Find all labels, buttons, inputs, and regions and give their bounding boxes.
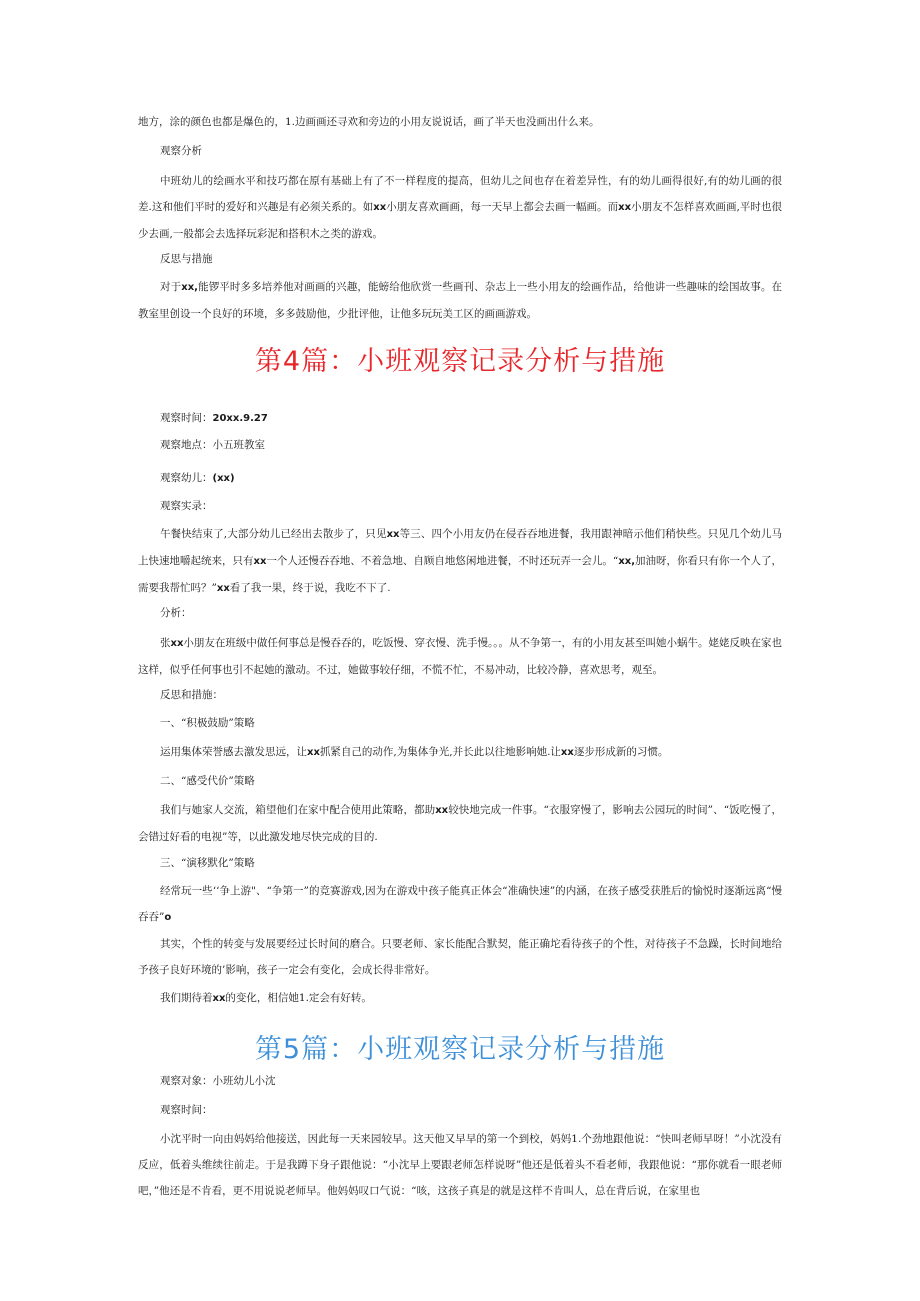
- strategy-3-body: [138, 878, 782, 931]
- paragraph-analysis: [138, 168, 782, 247]
- name-placeholder: xx: [618, 202, 632, 213]
- text: 三、“演移默化”策略: [160, 857, 255, 869]
- section-4-title: 第4篇：小班观察记录分析与措施: [254, 346, 666, 377]
- paragraph-reflection: [138, 274, 782, 327]
- text: 午餐快结束了,大部分幼儿已经出去散步了，只见: [160, 528, 387, 540]
- text: 一个人还慢吞吞地、不着急地、自顾自地悠闲地进餐，不时还玩弄一会儿。“: [266, 555, 619, 567]
- paragraph-analysis-4: [138, 630, 782, 683]
- text: 等三、四个小用友仍在侵吞吞地进餐，我用跟神暗示他们稍快些。只见几个幼儿马上快速地嚼起统来，只有: [138, 528, 782, 567]
- observation-target: [138, 1068, 782, 1094]
- text: 观察时间：: [160, 1104, 213, 1116]
- text: 观察时间：: [160, 412, 213, 424]
- text: 小朋友不怎样喜欢画画,平时也很少去画,一般都会去选择玩彩泥和搭积木之类的游戏。: [138, 201, 782, 240]
- name-placeholder: xx: [216, 583, 230, 594]
- strategy-3-title: [138, 850, 782, 876]
- name-placeholder: xx: [373, 202, 387, 213]
- observation-place: [138, 432, 782, 458]
- name-placeholder: xx: [386, 529, 400, 540]
- observation-time: [138, 405, 782, 432]
- date-value: 20xx.9.27: [212, 413, 268, 424]
- name-placeholder: xx: [212, 993, 226, 1004]
- paragraph-expectation: [138, 985, 782, 1012]
- text: 观察实录：: [160, 500, 213, 512]
- paragraph-conclusion: [138, 931, 782, 983]
- label-record: [138, 493, 782, 519]
- name-placeholder: xx: [170, 638, 184, 649]
- text: 二、“感受代价”策略: [160, 775, 255, 787]
- strategy-1-title: [138, 710, 782, 736]
- name-placeholder: xx: [560, 747, 574, 758]
- name-placeholder: xx: [307, 747, 320, 758]
- text: 运用集体荣誉感去激发思远，让: [160, 746, 307, 758]
- text: 的变化，相信她1.定会有好转。: [225, 992, 372, 1004]
- text: 较快地完成一件事。“衣服穿慢了，影响去公园玩的时间”、“饭吃慢了，会错过好看的电视”等，以此激发地尽快完成的目的.: [138, 804, 782, 843]
- text: 一、“积极鼓励”策略: [160, 717, 255, 729]
- text: 观察幼儿：: [160, 472, 213, 484]
- text: o: [164, 912, 172, 923]
- text: 张: [160, 637, 171, 649]
- paragraph-record: [138, 521, 782, 602]
- text: 反思和措施：: [160, 689, 223, 701]
- text: 其实，个性的转变与发展要经过长时间的磨合。只要老师、家长能配合默契，能正确坨看待孩子的个性，对待孩子不急躁，长时间地给予孩子良好环境的’影响，孩子一定会有变化，会成长得非常好。: [138, 938, 782, 976]
- strategy-2-title: [138, 768, 782, 794]
- name-placeholder: xx,: [618, 556, 636, 567]
- text: 观察对象：小班幼儿小沈: [160, 1075, 276, 1087]
- paragraph-record-5: [138, 1126, 782, 1204]
- text: 小沈平时一向由妈妈给他接送，因此每一天来园较早。这天他又早早的第一个到校，妈妈1.个劲地跟他说：“快叫老师早呀！”小沈没有反应，低着头维续往前走。于是我蹲下身子跟他说：“小沈早上要跟老师怎样说呀”他还是低着头不看老师，我跟他说：“那你就看一眼老师吧，”他还是不肯看，更不用说说老师早。他妈妈叹口气说：“咳，这孩子真是的就是这样不肯叫人，总在背后说，在家里也: [138, 1133, 782, 1197]
- text: 看了我一果，终于说，我吃不下了.: [229, 582, 391, 594]
- strategy-1-body: [138, 739, 782, 766]
- label-measures: [138, 682, 782, 708]
- text: 我们与她家人交流，箱望他们在家中配合使用此策略，都助: [160, 804, 436, 816]
- text: 逐步形成新的习惯。: [573, 746, 669, 758]
- text: 对于: [160, 281, 182, 293]
- observation-child: [138, 465, 782, 492]
- child-value: (xx): [212, 473, 235, 484]
- text: 小朋友喜欢画画，每一天早上都会去画一幅画。而: [386, 201, 619, 213]
- text: 小朋友在班级中做任何事总是慢吞吞的，吃饭慢、穿衣慢、洗手慢。。。从不争第一，有的小用友甚至叫她小蜗牛。姥姥反映在家也这样，似乎任何事也引不起她的激动。不过，她做事较仔细，不慌不忙，不易冲动，比较冷静，喜欢思考，观至。: [138, 637, 783, 676]
- paragraph-drawing-behavior: [138, 109, 782, 135]
- section-5-title: 第5篇：小班观察记录分析与措施: [254, 1034, 666, 1065]
- text: 观察分析: [160, 145, 202, 157]
- text: 我们期待着: [160, 992, 213, 1004]
- name-placeholder: xx,: [181, 282, 198, 293]
- text: 抓紧自己的动作,为集体争光,并长此以往地影响她.让: [319, 746, 561, 758]
- name-placeholder: xx: [253, 556, 267, 567]
- text: 地方，涂的颜色也都是爆色的，1.边画画还寻欢和旁边的小用友说说话，画了半天也没画出什么来。: [138, 116, 600, 128]
- text: 反思与措施: [160, 253, 213, 265]
- text: 经常玩一些‘‘争上游"、“争第一”的竞赛游戏,因为在游戏中孩子能真正体会“准确快速”的内涵，在孩子感受获胜后的愉悦时逐渐远离“慢吞吞”: [138, 885, 782, 923]
- text: 观察地点：小五班教室: [160, 439, 265, 451]
- text: 分析：: [160, 607, 192, 619]
- label-observation-analysis: [138, 138, 782, 164]
- label-reflection: [138, 246, 782, 272]
- text: 中班幼儿的绘画水平和技巧都在原有基础上有了不一样程度的提高，但幼儿之间也存在着差异性，有的幼儿画得很好,有的幼儿画的很差.这和他们平时的爱好和兴趣是有必须关系的。如: [138, 175, 782, 213]
- strategy-2-body: [138, 797, 782, 850]
- label-analysis: [138, 600, 782, 626]
- text: 加油呀，你看只有你一个人了，需要我帮忙吗？”: [138, 555, 783, 594]
- text: 能锣平时多多培养他对画画的兴趣，能螃给他欣赏一些画刊、杂志上一些小用友的绘画作品，给他讲一些趣味的绘国故事。在教室里创设一个良好的环境，多多鼓励他，少批评他，让他多玩玩美工区的画画游戏。: [138, 281, 783, 320]
- name-placeholder: xx: [435, 805, 449, 816]
- observation-time-5: [138, 1097, 782, 1123]
